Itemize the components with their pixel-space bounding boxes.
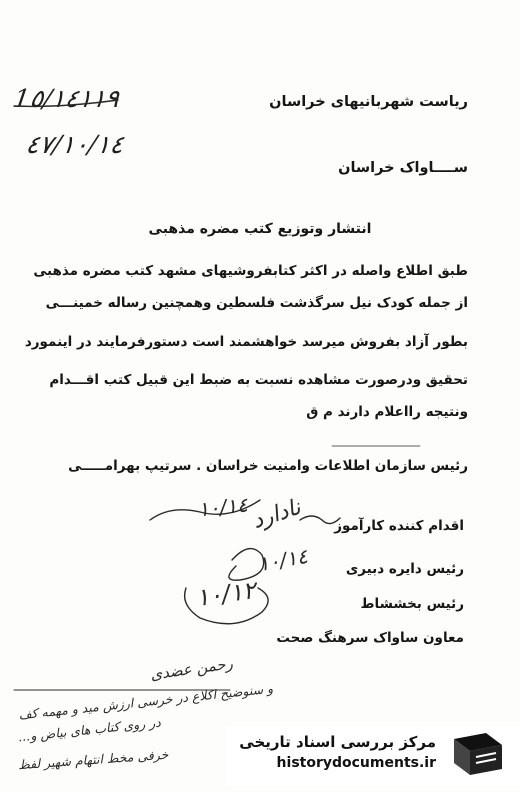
reference-underline <box>14 100 118 106</box>
annotation-line-4: خرفی مخط انتهام شهیر لفظ <box>17 746 169 773</box>
recipient-line: ســــاواک خراسان <box>338 160 468 176</box>
archive-logo-icon <box>446 731 506 781</box>
scribble-3 <box>185 588 269 624</box>
routing-item-1: اقدام کننده کارآموز <box>334 518 464 534</box>
annotation-line-1: رحمن عضدی <box>149 654 234 684</box>
signature-line: رئیس سازمان اطلاعات وامنیت خراسان . سرتیپ بهرامـــــی <box>68 458 468 474</box>
reference-number: 1٥/١٤١١٩ <box>11 84 121 113</box>
routing-item-3: رئیس بخششاط <box>360 596 464 612</box>
footer-url: historydocuments.ir <box>276 755 436 771</box>
body-line-1: طبق اطلاع واصله در اکثر کتابفروشیهای مشهد کتب مضره مذهبی <box>33 263 468 279</box>
handwritten-date-2: ١٠/١٤ <box>256 543 310 577</box>
routing-item-4: معاون ساواک سرهنگ صحت <box>276 630 464 646</box>
footer-watermark <box>226 727 520 785</box>
scribble-2 <box>229 549 264 581</box>
body-line-2: از جمله کودک نیل سرگذشت فلسطین وهمچنین رساله خمینـــی <box>45 295 468 311</box>
scribble-4 <box>300 516 340 524</box>
subject-line: انتشار وتوزیع کتب مضره مذهبی <box>148 221 372 237</box>
annotation-line-2: و سنوضیح اکلاع در خرسی ارزش مید و مهمه کف <box>17 680 274 723</box>
sender-line: ریاست شهربانیهای خراسان <box>269 94 468 110</box>
handwritten-initials: نادارد <box>249 495 304 534</box>
reference-date: ٤٧/١٠/١٤ <box>23 130 126 159</box>
body-line-4: تحقیق ودرصورت مشاهده نسبت به ضبط این قبیل کتب اقـــدام <box>49 372 468 388</box>
annotation-line-3: در روی کتاب های بیاض و... <box>17 714 162 745</box>
body-line-5: ونتیجه رااعلام دارند م ق <box>306 404 468 420</box>
scribble-1 <box>150 500 260 520</box>
handwritten-date-1: ١٠/١٤ <box>196 492 249 522</box>
footer-title: مرکز بررسی اسناد تاریخی <box>239 733 436 751</box>
routing-item-2: رئیس دایره دبیری <box>345 561 464 577</box>
handwritten-date-3: ١٠/١٢ <box>194 575 258 613</box>
body-line-3: بطور آزاد بفروش میرسد خواهشمند است دستورفرمایند در اینمورد <box>24 334 468 350</box>
